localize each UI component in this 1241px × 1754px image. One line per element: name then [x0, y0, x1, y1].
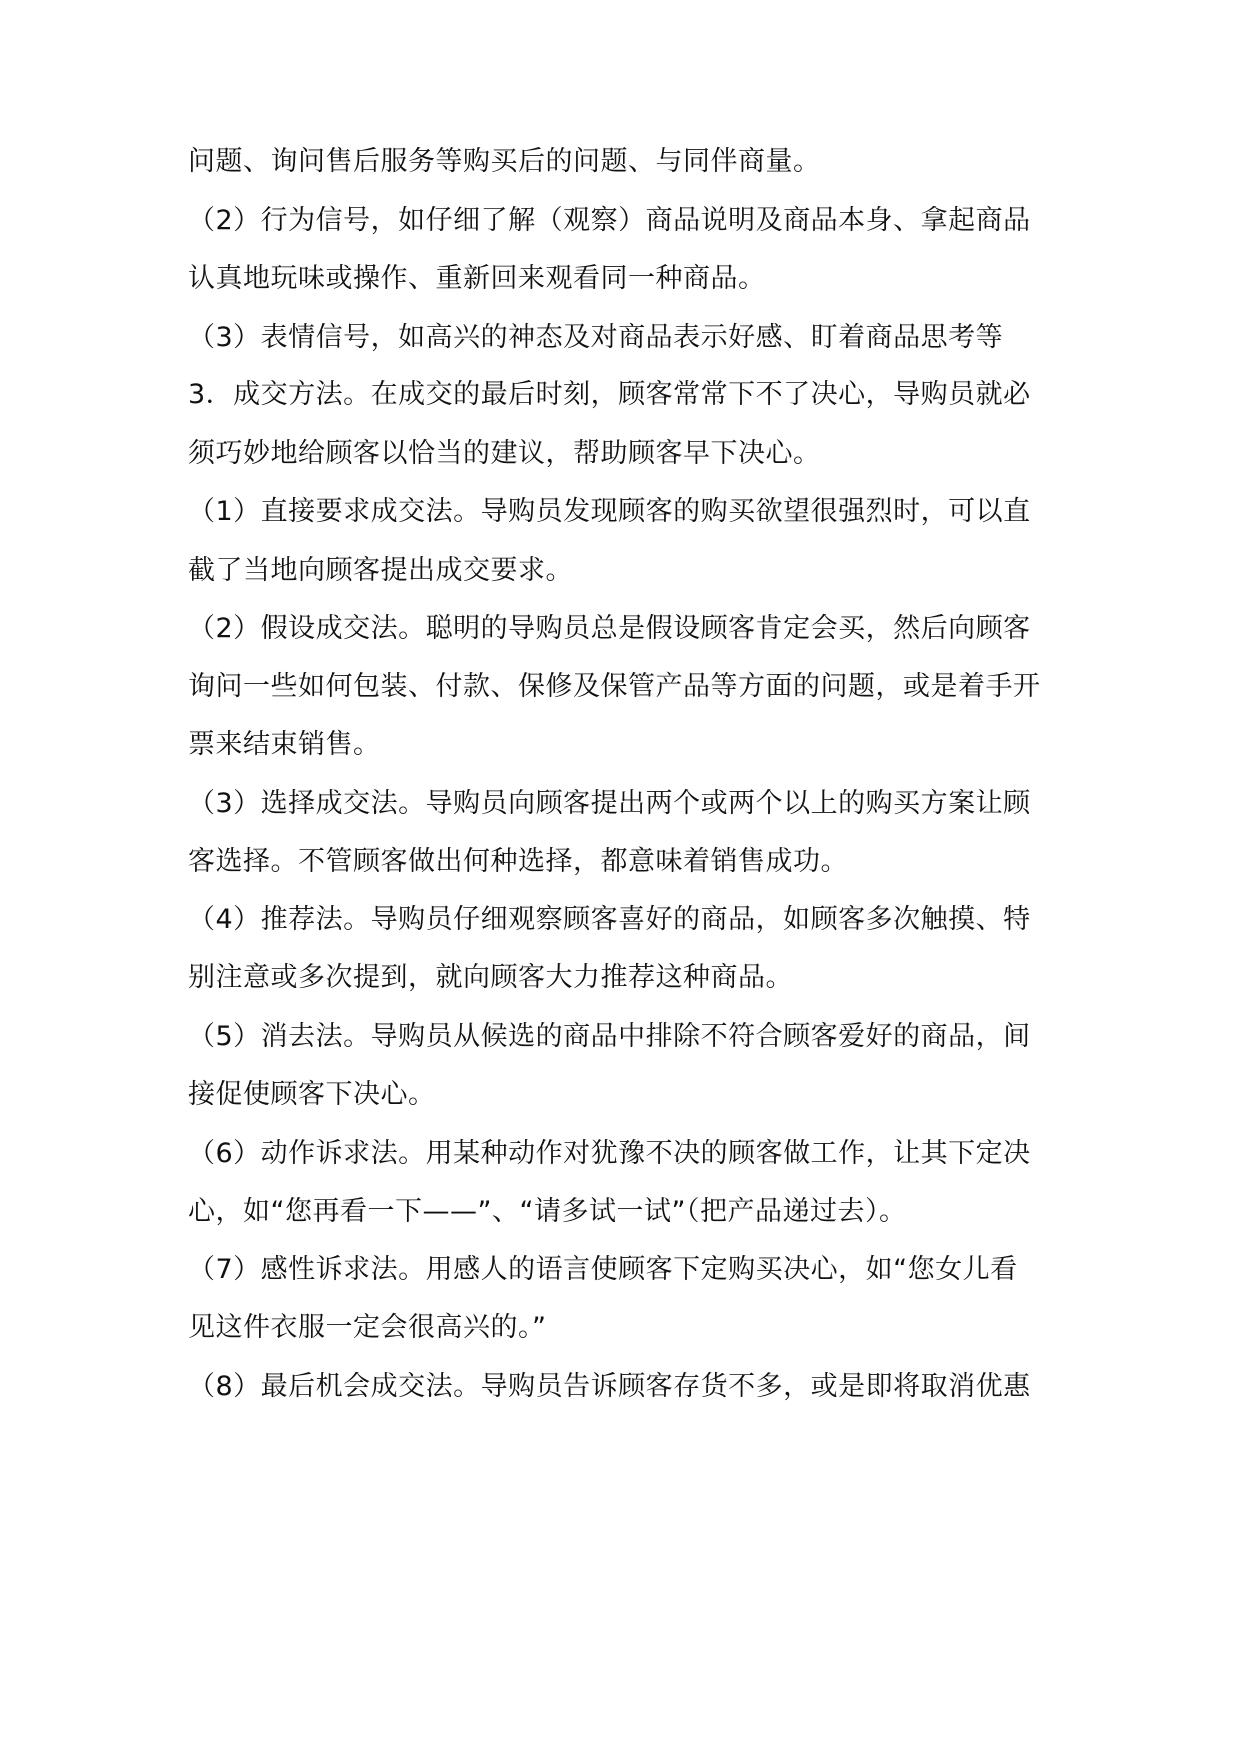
text-line: （3）选择成交法。导购员向顾客提出两个或两个以上的购买方案让顾: [188, 788, 1031, 819]
text-line: （5）消去法。导购员从候选的商品中排除不符合顾客爱好的商品，间: [188, 1021, 1031, 1052]
text-line: 别注意或多次提到，就向顾客大力推荐这种商品。: [188, 962, 793, 993]
text-line: 问题、询问售后服务等购买后的问题、与同伴商量。: [188, 146, 821, 177]
text-line: （2）假设成交法。聪明的导购员总是假设顾客肯定会买，然后向顾客: [188, 613, 1031, 644]
text-line: 认真地玩味或操作、重新回来观看同一种商品。: [188, 263, 766, 294]
text-line: 接促使顾客下决心。: [188, 1079, 436, 1110]
text-line: 截了当地向顾客提出成交要求。: [188, 555, 573, 586]
text-line: 须巧妙地给顾客以恰当的建议，帮助顾客早下决心。: [188, 438, 821, 469]
text-line: 见这件衣服一定会很高兴的。”: [188, 1312, 547, 1343]
text-line: （4）推荐法。导购员仔细观察顾客喜好的商品，如顾客多次触摸、特: [188, 904, 1031, 935]
text-line: （7）感性诉求法。用感人的语言使顾客下定购买决心，如“您女儿看: [188, 1254, 1018, 1285]
text-line: （3）表情信号，如高兴的神态及对商品表示好感、盯着商品思考等: [188, 322, 1004, 353]
text-line: （1）直接要求成交法。导购员发现顾客的购买欲望很强烈时，可以直: [188, 496, 1031, 527]
text-line: 票来结束销售。: [188, 729, 381, 760]
text-line: 询问一些如何包装、付款、保修及保管产品等方面的问题，或是着手开: [188, 671, 1041, 702]
text-line: 客选择。不管顾客做出何种选择，都意味着销售成功。: [188, 846, 848, 877]
text-line: （2）行为信号，如仔细了解（观察）商品说明及商品本身、拿起商品: [188, 205, 1031, 236]
text-line: （6）动作诉求法。用某种动作对犹豫不决的顾客做工作，让其下定决: [188, 1138, 1031, 1169]
text-line: （8）最后机会成交法。导购员告诉顾客存货不多，或是即将取消优惠: [188, 1371, 1031, 1402]
text-line: 心，如“您再看一下——”、“请多试一试”（把产品递过去）。: [188, 1196, 907, 1227]
text-line: 3．成交方法。在成交的最后时刻，顾客常常下不了决心，导购员就必: [188, 379, 1031, 410]
